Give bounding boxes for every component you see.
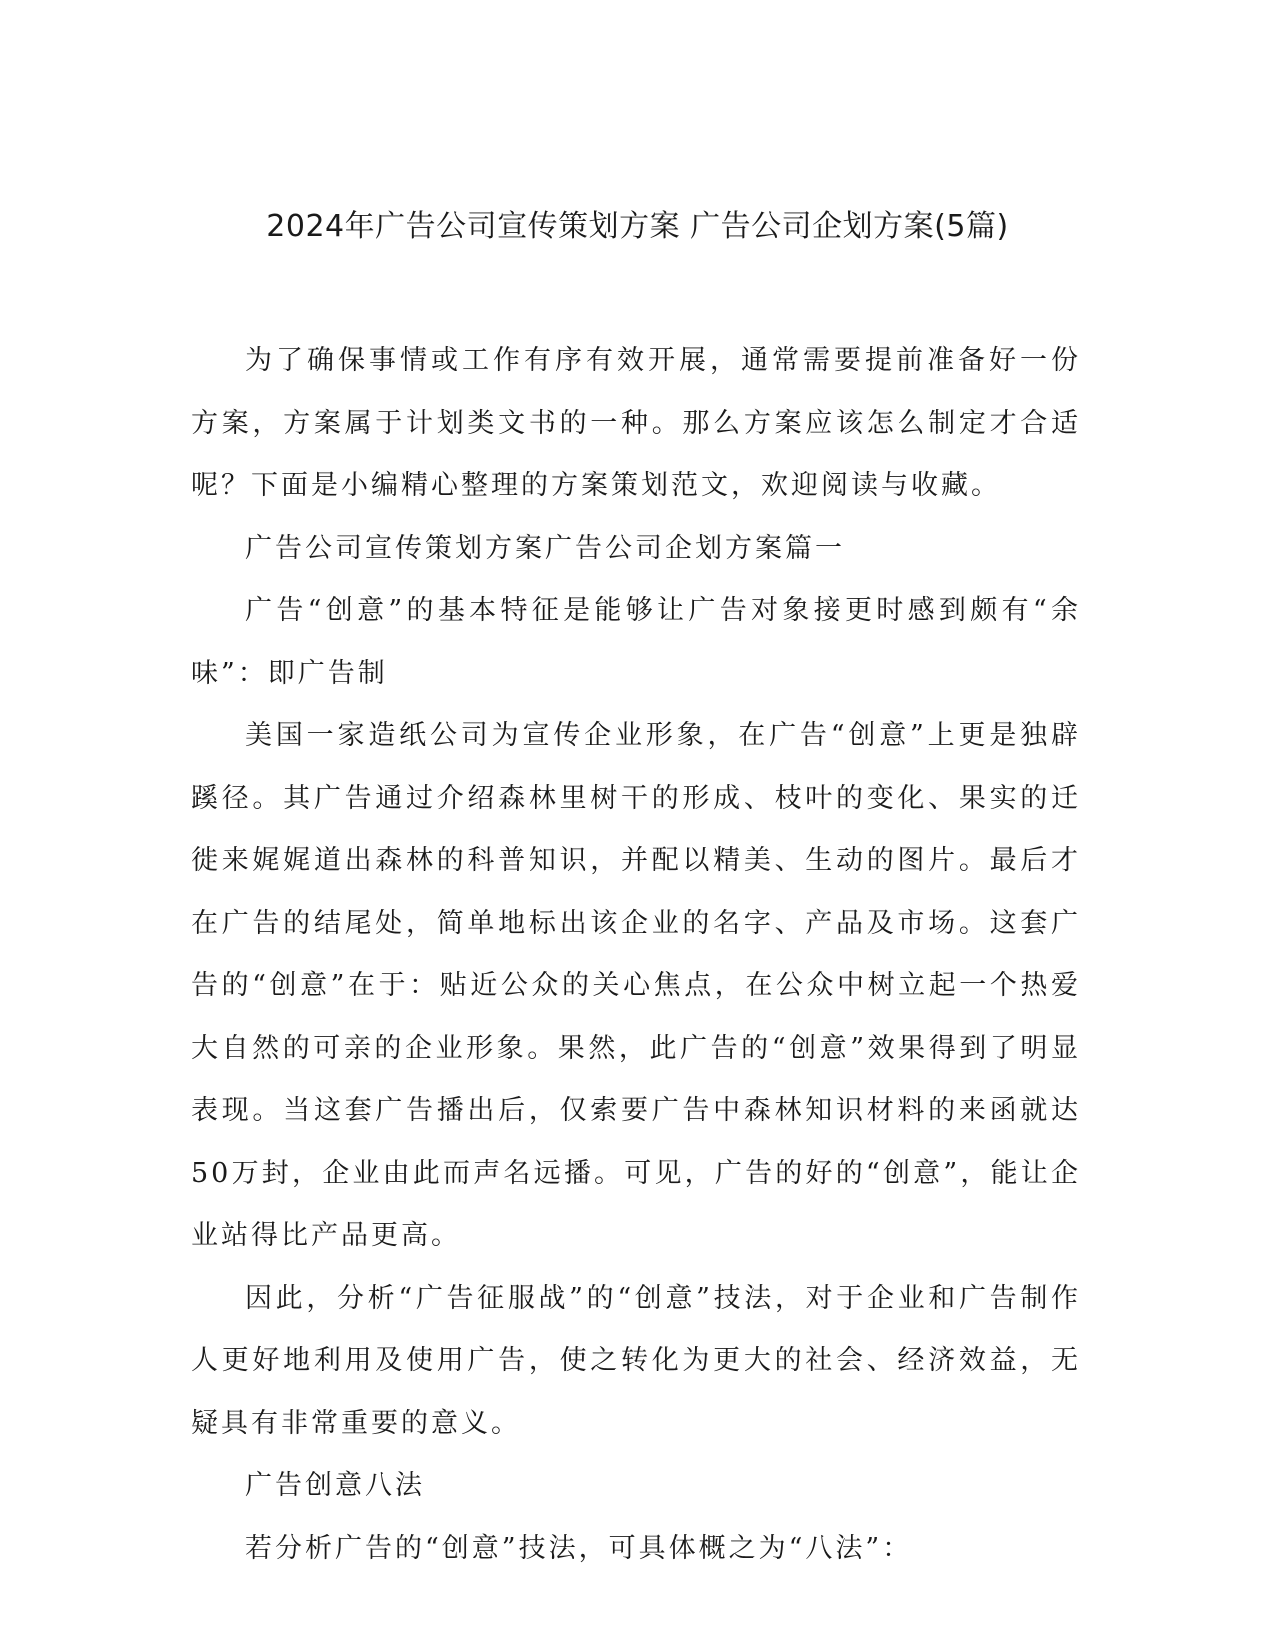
section-heading-one: 广告公司宣传策划方案广告公司企划方案篇一 bbox=[245, 532, 845, 564]
paragraph-paper-company-case: 美国一家造纸公司为宣传企业形象，在广告“创意”上更是独辟蹊径。其广告通过介绍森林里树干的形成、枝叶的变化、果实的迁徙来娓娓道出森林的科普知识，并配以精美、生动的图片。最后才在广告的结尾处，简单地标出该企业的名字、产品及市场。这套广告的“创意”在于：贴近公众的关心焦点，在公众中树立起一个热爱大自然的可亲的企业形象。果然，此广告的“创意”效果得到了明显表现。当这套广告播出后，仅索要广告中森林知识材料的来函就达50万封，企业由此而声名远播。可见，广告的好的“创意”，能让企业站得比产品更高。 bbox=[191, 720, 1081, 1251]
section-heading-eight-methods: 广告创意八法 bbox=[245, 1470, 425, 1501]
paragraph-eight-methods-intro: 若分析广告的“创意”技法，可具体概之为“八法”： bbox=[245, 1532, 913, 1564]
document-title: 2024年广告公司宣传策划方案 广告公司企划方案(5篇) bbox=[266, 209, 1009, 244]
paragraph-creative-feature: 广告“创意”的基本特征是能够让广告对象接更时感到颇有“余味”：即广告制 bbox=[191, 595, 1081, 689]
paragraph-significance: 因此，分析“广告征服战”的“创意”技法，对于企业和广告制作人更好地利用及使用广告，使之转化为更大的社会、经济效益，无疑具有非常重要的意义。 bbox=[191, 1282, 1081, 1439]
document-body bbox=[191, 330, 1081, 1580]
intro-paragraph: 为了确保事情或工作有序有效开展，通常需要提前准备好一份方案，方案属于计划类文书的一种。那么方案应该怎么制定才合适呢？下面是小编精心整理的方案策划范文，欢迎阅读与收藏。 bbox=[191, 345, 1081, 501]
